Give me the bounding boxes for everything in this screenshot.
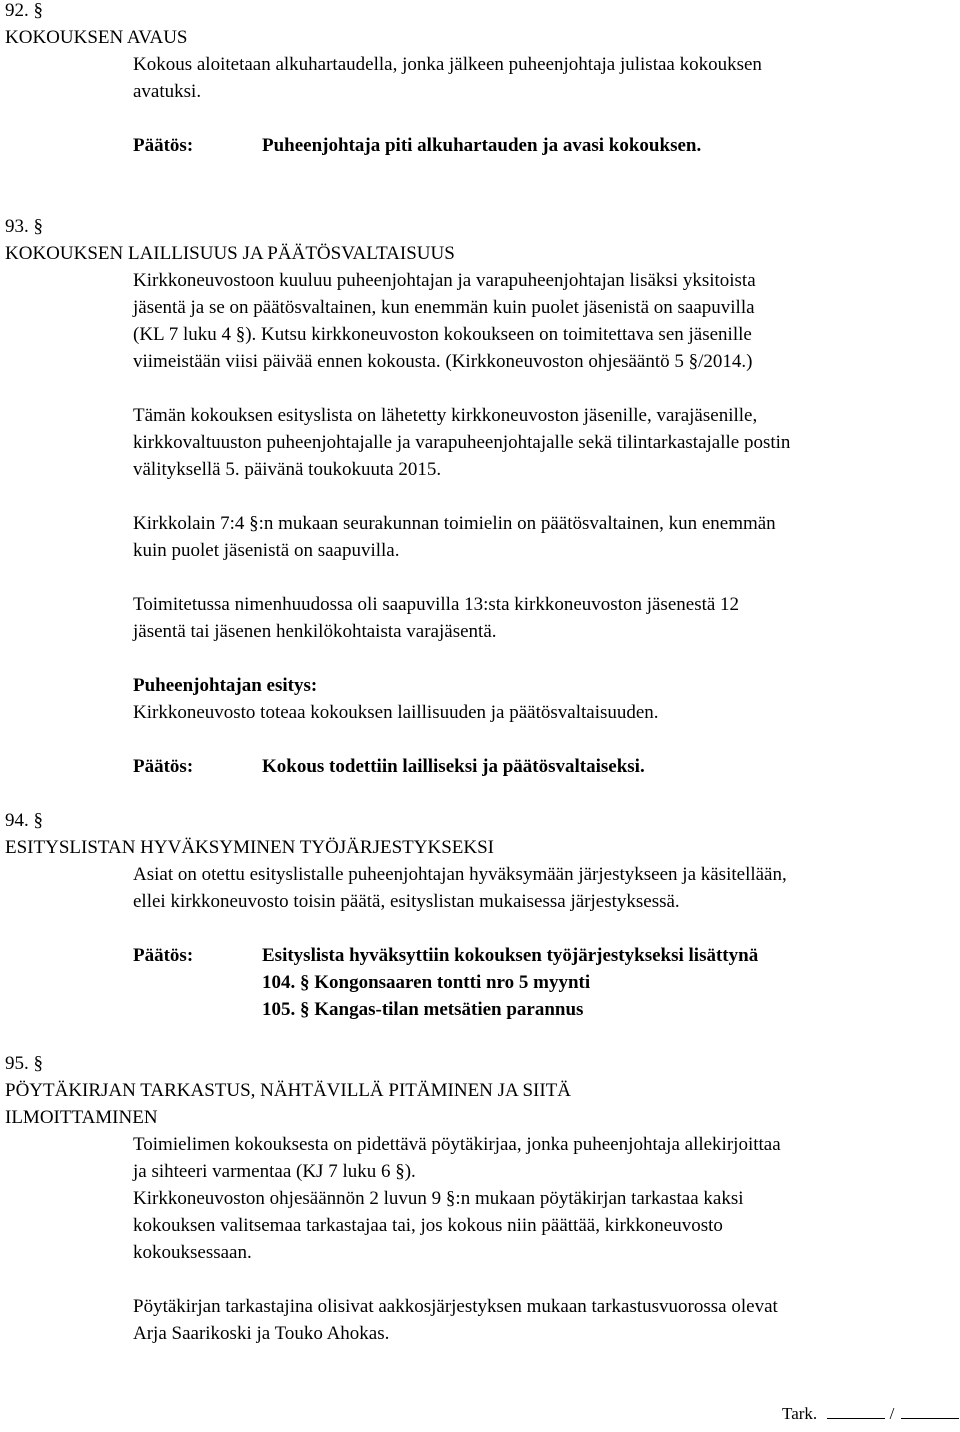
section-92-decision-text: Puheenjohtaja piti alkuhartauden ja avasi kokouksen.	[262, 135, 702, 156]
section-95-para2-line: Arja Saarikoski ja Touko Ahokas.	[133, 1323, 390, 1344]
section-95-title-line: ILMOITTAMINEN	[5, 1107, 158, 1128]
section-94-title: ESITYSLISTAN HYVÄKSYMINEN TYÖJÄRJESTYKSEKSI	[5, 837, 494, 858]
section-94-decision-line: Esityslista hyväksyttiin kokouksen työjärjestykseksi lisättynä	[262, 945, 759, 966]
section-93-para4-line: jäsentä tai jäsenen henkilökohtaista varajäsentä.	[133, 621, 497, 642]
section-94-number: 94. §	[5, 810, 43, 831]
section-93-para1-line: (KL 7 luku 4 §). Kutsu kirkkoneuvoston kokoukseen on toimitettava sen jäsenille	[133, 324, 752, 345]
section-93-para2-line: välityksellä 5. päivänä toukokuuta 2015.	[133, 459, 442, 480]
section-95-para1-line: ja sihteeri varmentaa (KJ 7 luku 6 §).	[133, 1161, 416, 1182]
footer-separator: /	[889, 1404, 895, 1423]
section-94-body-line: ellei kirkkoneuvosto toisin päätä, esityslistan mukaisessa järjestyksessä.	[133, 891, 680, 912]
section-94-decision-label: Päätös:	[133, 945, 194, 966]
section-93-para3-line: Kirkkolain 7:4 §:n mukaan seurakunnan toimielin on päätösvaltainen, kun enemmän	[133, 513, 776, 534]
section-92-body-line: avatuksi.	[133, 81, 202, 102]
section-95-para1-line: kokouksessaan.	[133, 1242, 252, 1263]
section-95-number: 95. §	[5, 1053, 43, 1074]
section-93-para2-line: Tämän kokouksen esityslista on lähetetty kirkkoneuvoston jäsenille, varajäsenille,	[133, 405, 758, 426]
section-92-body-line: Kokous aloitetaan alkuhartaudella, jonka jälkeen puheenjohtaja julistaa kokouksen	[133, 54, 762, 75]
section-92-number: 92. §	[5, 0, 43, 21]
section-94-body-line: Asiat on otettu esityslistalle puheenjohtajan hyväksymään järjestykseen ja käsitellään,	[133, 864, 787, 885]
section-93-decision-text: Kokous todettiin lailliseksi ja päätösvaltaiseksi.	[262, 756, 645, 777]
section-95-para1-line: kokouksen valitsemaa tarkastajaa tai, jos kokous niin päättää, kirkkoneuvosto	[133, 1215, 723, 1236]
section-94-decision-line: 105. § Kangas-tilan metsätien parannus	[262, 999, 584, 1020]
section-93-para1-line: viimeistään viisi päivää ennen kokousta. (Kirkkoneuvoston ohjesääntö 5 §/2014.)	[133, 351, 753, 372]
section-92-decision-label: Päätös:	[133, 135, 194, 156]
section-93-number: 93. §	[5, 216, 43, 237]
section-93-para3-line: kuin puolet jäsenistä on saapuvilla.	[133, 540, 400, 561]
section-95-para2-line: Pöytäkirjan tarkastajina olisivat aakkosjärjestyksen mukaan tarkastusvuorossa olevat	[133, 1296, 778, 1317]
section-95-para1-line: Kirkkoneuvoston ohjesäännön 2 luvun 9 §:n mukaan pöytäkirjan tarkastaa kaksi	[133, 1188, 744, 1209]
section-95-title-line: PÖYTÄKIRJAN TARKASTUS, NÄHTÄVILLÄ PITÄMINEN JA SIITÄ	[5, 1080, 572, 1101]
section-93-para1-line: Kirkkoneuvostoon kuuluu puheenjohtajan ja varapuheenjohtajan lisäksi yksitoista	[133, 270, 756, 291]
section-93-decision-label: Päätös:	[133, 756, 194, 777]
initials-blank-2	[901, 1402, 959, 1419]
footer-initials-label: Tark.	[782, 1404, 818, 1423]
section-93-para2-line: kirkkovaltuuston puheenjohtajalle ja varapuheenjohtajalle sekä tilintarkastajalle postin	[133, 432, 791, 453]
section-93-proposal-label: Puheenjohtajan esitys:	[133, 675, 318, 696]
section-93-proposal-text: Kirkkoneuvosto toteaa kokouksen laillisuuden ja päätösvaltaisuuden.	[133, 702, 659, 723]
section-93-title: KOKOUKSEN LAILLISUUS JA PÄÄTÖSVALTAISUUS	[5, 243, 455, 264]
section-92-title: KOKOUKSEN AVAUS	[5, 27, 188, 48]
section-93-para4-line: Toimitetussa nimenhuudossa oli saapuvilla 13:sta kirkkoneuvoston jäsenestä 12	[133, 594, 740, 615]
initials-blank-1	[827, 1402, 885, 1419]
footer-initials	[782, 1400, 959, 1427]
section-95-para1-line: Toimielimen kokouksesta on pidettävä pöytäkirjaa, jonka puheenjohtaja allekirjoittaa	[133, 1134, 781, 1155]
section-94-decision-line: 104. § Kongonsaaren tontti nro 5 myynti	[262, 972, 591, 993]
section-93-para1-line: jäsentä ja se on päätösvaltainen, kun enemmän kuin puolet jäsenistä on saapuvilla	[133, 297, 755, 318]
